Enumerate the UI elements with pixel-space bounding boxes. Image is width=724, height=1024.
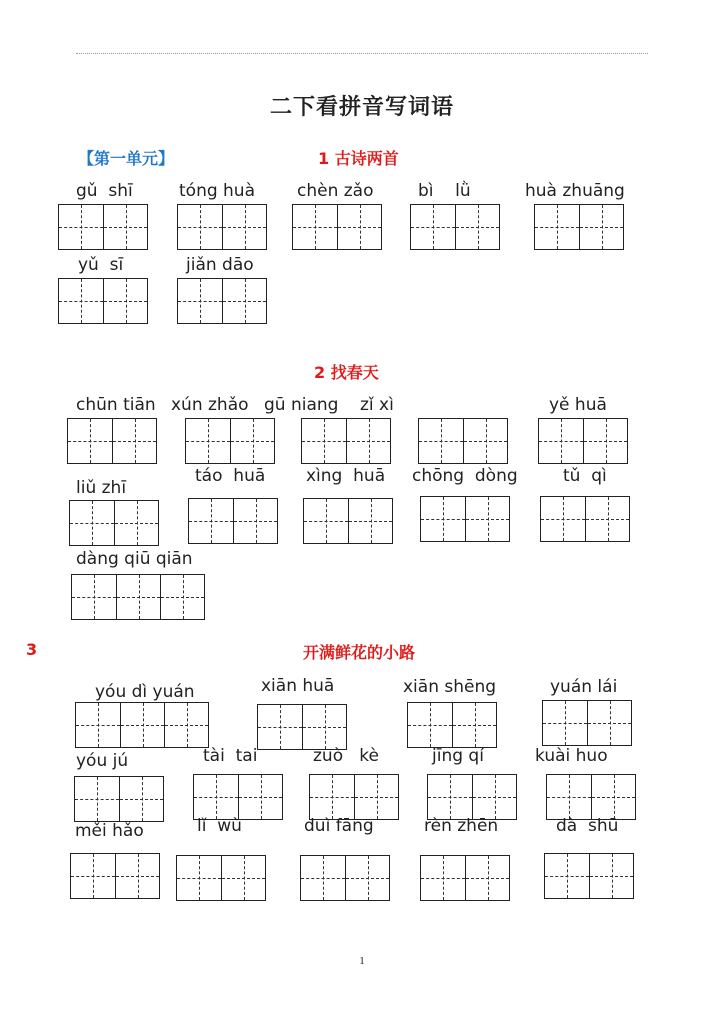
writing-grid[interactable]	[407, 702, 497, 748]
lesson-title-3: 开满鲜花的小路	[303, 643, 416, 662]
writing-grid[interactable]	[193, 774, 283, 820]
pinyin-label: chèn zǎo	[297, 181, 374, 201]
writing-grid[interactable]	[177, 278, 267, 324]
pinyin-label: duì fāng	[304, 816, 374, 836]
pinyin-label: dà shū	[556, 816, 619, 836]
writing-grid[interactable]	[420, 496, 510, 542]
pinyin-label: kuài huo	[535, 746, 608, 766]
unit-heading: 【第一单元】	[78, 149, 175, 168]
pinyin-label: jīng qí	[432, 746, 484, 766]
writing-grid[interactable]	[70, 853, 160, 899]
pinyin-label: liǔ zhī	[76, 478, 127, 498]
writing-grid[interactable]	[540, 496, 630, 542]
pinyin-label: gū niang	[264, 395, 339, 415]
writing-grid[interactable]	[71, 574, 205, 620]
writing-grid[interactable]	[418, 418, 508, 464]
pinyin-label: tài tai	[203, 746, 258, 766]
lesson-title-2: 2 找春天	[314, 363, 379, 382]
page-number: 1	[359, 955, 365, 967]
writing-grid[interactable]	[75, 702, 209, 748]
writing-grid[interactable]	[303, 498, 393, 544]
pinyin-label: xìng huā	[306, 466, 386, 486]
pinyin-label: huà zhuāng	[525, 181, 625, 201]
writing-grid[interactable]	[534, 204, 624, 250]
pinyin-label: rèn zhēn	[424, 816, 499, 836]
writing-grid[interactable]	[309, 774, 399, 820]
page-title: 二下看拼音写词语	[269, 95, 454, 120]
pinyin-label: yuán lái	[550, 677, 618, 697]
pinyin-label: zuò kè	[313, 746, 380, 766]
writing-grid[interactable]	[300, 855, 390, 901]
writing-grid[interactable]	[301, 418, 391, 464]
pinyin-label: chōng dòng	[412, 466, 518, 486]
writing-grid[interactable]	[410, 204, 500, 250]
pinyin-label: tǔ qì	[563, 466, 607, 486]
pinyin-label: měi hǎo	[75, 821, 144, 841]
writing-grid[interactable]	[177, 204, 267, 250]
writing-grid[interactable]	[420, 855, 510, 901]
writing-grid[interactable]	[292, 204, 382, 250]
pinyin-label: chūn tiān	[76, 395, 156, 415]
pinyin-label: tóng huà	[179, 181, 256, 201]
pinyin-label: yóu dì yuán	[95, 682, 195, 702]
pinyin-label: xiān huā	[261, 676, 335, 696]
header-divider	[76, 53, 648, 54]
pinyin-label: lǐ wù	[197, 816, 242, 836]
writing-grid[interactable]	[546, 774, 636, 820]
writing-grid[interactable]	[257, 704, 347, 750]
writing-grid[interactable]	[58, 278, 148, 324]
pinyin-label: xiān shēng	[403, 677, 497, 697]
writing-grid[interactable]	[544, 853, 634, 899]
writing-grid[interactable]	[542, 700, 632, 746]
pinyin-label: táo huā	[195, 466, 266, 486]
writing-grid[interactable]	[176, 855, 266, 901]
writing-grid[interactable]	[67, 418, 157, 464]
pinyin-label: yóu jú	[76, 751, 129, 771]
pinyin-label: dàng qiū qiān	[76, 549, 193, 569]
lesson-title-1: 1 古诗两首	[318, 149, 399, 168]
pinyin-label: gǔ shī	[76, 181, 133, 201]
pinyin-label: jiǎn dāo	[186, 255, 254, 275]
pinyin-label: xún zhǎo	[171, 395, 249, 415]
pinyin-label: bì lǜ	[418, 181, 471, 201]
writing-grid[interactable]	[188, 498, 278, 544]
writing-grid[interactable]	[58, 204, 148, 250]
lesson-number-3: 3	[26, 640, 38, 659]
writing-grid[interactable]	[185, 418, 275, 464]
pinyin-label: yǔ sī	[78, 255, 124, 275]
writing-grid[interactable]	[69, 500, 159, 546]
writing-grid[interactable]	[538, 418, 628, 464]
pinyin-label: zǐ xì	[360, 395, 394, 415]
writing-grid[interactable]	[74, 776, 164, 822]
writing-grid[interactable]	[427, 774, 517, 820]
pinyin-label: yě huā	[549, 395, 607, 415]
